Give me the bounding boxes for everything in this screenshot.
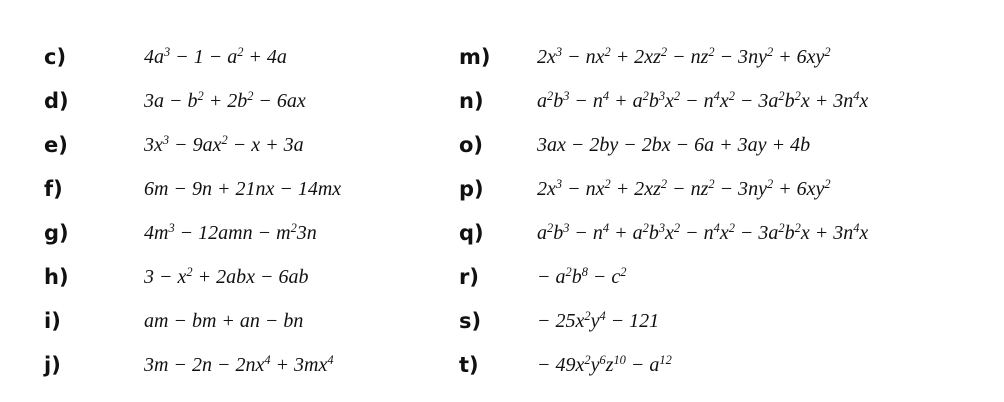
exercise-label: i) <box>44 309 61 333</box>
exercise-row <box>0 301 1004 341</box>
exercise-row <box>0 125 1004 165</box>
exercise-row <box>0 37 1004 77</box>
exercise-expression: $3x^3 - 9ax^2 - x + 3a$ <box>144 133 304 156</box>
exercise-label: f) <box>44 177 63 201</box>
exercise-label: q) <box>459 221 484 245</box>
exercise-label: h) <box>44 265 69 289</box>
exercise-label: e) <box>44 133 68 157</box>
exercise-expression: − $a^2b^8 - c^2$ <box>537 265 627 288</box>
exercise-label: j) <box>44 353 61 377</box>
exercise-label: c) <box>44 45 67 69</box>
exercise-expression: $2x^3 - nx^2 + 2xz^2 - nz^2 - 3ny^2 + 6xy^2$ <box>537 177 831 200</box>
exercise-label: m) <box>459 45 491 69</box>
exercise-expression: $3m - 2n - 2nx^4 + 3mx^4$ <box>144 353 334 376</box>
exercise-expression: − $25x^2y^4 - 121$ <box>537 309 660 332</box>
exercise-expression: $2x^3 - nx^2 + 2xz^2 - nz^2 - 3ny^2 + 6xy^2$ <box>537 45 831 68</box>
exercise-label: g) <box>44 221 69 245</box>
exercise-expression: $3a - b^2 + 2b^2 - 6ax$ <box>144 89 306 112</box>
exercise-expression: $3 - x^2 + 2abx - 6ab$ <box>144 265 309 288</box>
exercise-label: t) <box>459 353 479 377</box>
exercise-expression: $4m^3 - 12amn - m^23n$ <box>144 221 317 244</box>
exercise-label: d) <box>44 89 69 113</box>
exercise-expression: $4a^3 - 1 - a^2 + 4a$ <box>144 45 287 68</box>
exercise-expression: − $49x^2y^6z^{10} - a^{12}$ <box>537 353 672 376</box>
exercise-label: r) <box>459 265 479 289</box>
exercise-row <box>0 213 1004 253</box>
exercise-row <box>0 345 1004 385</box>
exercise-row <box>0 169 1004 209</box>
exercise-label: n) <box>459 89 484 113</box>
exercise-expression: am − bm + an − bn <box>144 310 304 332</box>
exercise-row <box>0 257 1004 297</box>
exercise-expression: 6m − 9n + 21nx − 14mx <box>144 178 342 200</box>
exercise-label: s) <box>459 309 482 333</box>
exercise-expression: $a^2b^3 - n^4 + a^2b^3x^2 - n^4x^2 - 3a^2b^2x + 3n^4x$ <box>537 221 869 244</box>
exercise-row <box>0 81 1004 121</box>
exercise-label: o) <box>459 133 484 157</box>
exercise-expression: 3ax − 2by − 2bx − 6a + 3ay + 4b <box>537 134 811 156</box>
exercise-expression: $a^2b^3 - n^4 + a^2b^3x^2 - n^4x^2 - 3a^2b^2x + 3n^4x$ <box>537 89 869 112</box>
exercise-label: p) <box>459 177 484 201</box>
